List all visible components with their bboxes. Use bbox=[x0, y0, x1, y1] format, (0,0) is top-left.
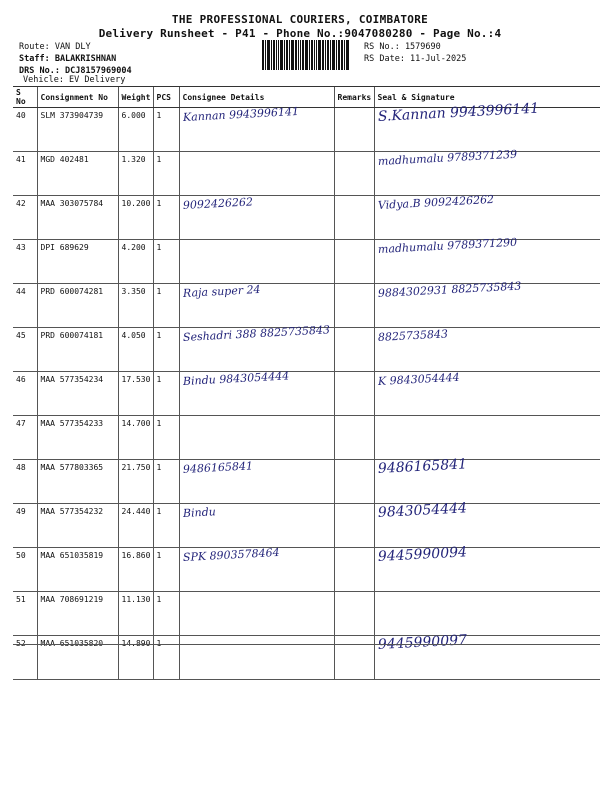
consignment-cell: PRD 600074281 bbox=[37, 284, 118, 328]
pcs-cell: 1 bbox=[153, 372, 179, 416]
sno-cell: 47 bbox=[13, 416, 37, 460]
remarks-cell bbox=[334, 504, 374, 548]
weight-cell: 1.320 bbox=[118, 152, 153, 196]
remarks-cell bbox=[334, 240, 374, 284]
handwritten-consignee: 9486165841 bbox=[182, 459, 253, 476]
consignee-cell bbox=[179, 416, 334, 460]
remarks-cell bbox=[334, 592, 374, 636]
company-title: THE PROFESSIONAL COURIERS, COIMBATORE bbox=[171, 13, 429, 26]
table-row bbox=[13, 152, 600, 196]
consignment-cell: SLM 373904739 bbox=[37, 108, 118, 152]
handwritten-signature: 8825735843 bbox=[377, 327, 448, 344]
consignment-cell: DPI 689629 bbox=[37, 240, 118, 284]
table-row bbox=[13, 196, 600, 240]
staff-label: Staff: BALAKRISHNAN bbox=[19, 54, 117, 64]
consignment-cell: MAA 577354232 bbox=[37, 504, 118, 548]
sno-cell: 43 bbox=[13, 240, 37, 284]
pcs-cell: 1 bbox=[153, 504, 179, 548]
remarks-cell bbox=[334, 372, 374, 416]
bottom-rule bbox=[13, 644, 600, 645]
rs-date: RS Date: 11-Jul-2025 bbox=[364, 54, 467, 64]
sno-cell: 52 bbox=[13, 636, 37, 680]
remarks-cell bbox=[334, 416, 374, 460]
table-row bbox=[13, 240, 600, 284]
col-weight: Weight bbox=[118, 87, 153, 108]
handwritten-consignee: Bindu bbox=[182, 505, 216, 520]
col-remarks: Remarks bbox=[334, 87, 374, 108]
runsheet-title: Delivery Runsheet - P41 - Phone No.:9047080280 - Page No.:4 bbox=[98, 27, 502, 40]
remarks-cell bbox=[334, 152, 374, 196]
seal-cell bbox=[374, 372, 600, 416]
weight-cell: 14.700 bbox=[118, 416, 153, 460]
handwritten-consignee: SPK 8903578464 bbox=[182, 545, 280, 564]
weight-cell: 10.200 bbox=[118, 196, 153, 240]
pcs-cell: 1 bbox=[153, 108, 179, 152]
pcs-cell: 1 bbox=[153, 592, 179, 636]
col-consignment: Consignment No bbox=[37, 87, 118, 108]
remarks-cell bbox=[334, 328, 374, 372]
handwritten-consignee: 9092426262 bbox=[182, 195, 253, 212]
consignment-cell: MAA 651035820 bbox=[37, 636, 118, 680]
seal-cell bbox=[374, 544, 600, 592]
pcs-cell: 1 bbox=[153, 328, 179, 372]
handwritten-signature: 9445990097 bbox=[377, 632, 467, 653]
consignee-cell bbox=[179, 504, 334, 548]
drs-number: DRS No.: DCJ8157969004 bbox=[19, 66, 132, 76]
remarks-cell bbox=[334, 548, 374, 592]
pcs-cell: 1 bbox=[153, 460, 179, 504]
weight-cell: 3.350 bbox=[118, 284, 153, 328]
consignment-cell: MAA 577803365 bbox=[37, 460, 118, 504]
handwritten-signature: S.Kannan 9943996141 bbox=[377, 100, 539, 125]
sno-cell: 41 bbox=[13, 152, 37, 196]
handwritten-consignee: Bindu 9843054444 bbox=[182, 369, 289, 388]
handwritten-signature: Vidya.B 9092426262 bbox=[377, 192, 494, 212]
sno-cell: 42 bbox=[13, 196, 37, 240]
seal-cell bbox=[374, 632, 600, 680]
consignment-cell: MAA 577354233 bbox=[37, 416, 118, 460]
handwritten-signature: 9486165841 bbox=[377, 456, 467, 477]
remarks-cell bbox=[334, 108, 374, 152]
col-seal: Seal & Signature bbox=[374, 87, 600, 108]
pcs-cell: 1 bbox=[153, 284, 179, 328]
handwritten-consignee: Raja super 24 bbox=[182, 282, 261, 300]
consignee-cell bbox=[179, 460, 334, 504]
pcs-cell: 1 bbox=[153, 416, 179, 460]
weight-cell: 24.440 bbox=[118, 504, 153, 548]
col-sno: S No bbox=[13, 87, 37, 108]
col-pcs: PCS bbox=[153, 87, 179, 108]
consignee-cell bbox=[179, 592, 334, 636]
table-row bbox=[13, 416, 600, 460]
remarks-cell bbox=[334, 284, 374, 328]
sno-cell: 51 bbox=[13, 592, 37, 636]
consignment-cell: MAA 303075784 bbox=[37, 196, 118, 240]
route-label: Route: VAN DLY bbox=[19, 42, 91, 52]
consignee-cell bbox=[179, 104, 334, 152]
consignment-cell: MGD 402481 bbox=[37, 152, 118, 196]
consignee-cell bbox=[179, 284, 334, 328]
pcs-cell: 1 bbox=[153, 240, 179, 284]
table-row bbox=[13, 548, 600, 592]
weight-cell: 4.200 bbox=[118, 240, 153, 284]
handwritten-signature: 9884302931 8825735843 bbox=[377, 279, 522, 300]
table-row bbox=[13, 328, 600, 372]
consignment-cell: MAA 577354234 bbox=[37, 372, 118, 416]
weight-cell: 16.860 bbox=[118, 548, 153, 592]
table-row bbox=[13, 592, 600, 636]
consignee-cell bbox=[179, 240, 334, 284]
sno-cell: 45 bbox=[13, 328, 37, 372]
sno-cell: 40 bbox=[13, 108, 37, 152]
weight-cell: 6.000 bbox=[118, 108, 153, 152]
handwritten-signature: madhumalu 9789371239 bbox=[377, 147, 517, 168]
weight-cell: 4.050 bbox=[118, 328, 153, 372]
pcs-cell: 1 bbox=[153, 152, 179, 196]
sno-cell: 49 bbox=[13, 504, 37, 548]
consignee-cell bbox=[179, 636, 334, 680]
table-row bbox=[13, 372, 600, 416]
weight-cell: 14.890 bbox=[118, 636, 153, 680]
table-row bbox=[13, 636, 600, 680]
handwritten-signature: K 9843054444 bbox=[377, 370, 460, 388]
runsheet-table bbox=[13, 86, 600, 680]
handwritten-signature: 9445990094 bbox=[377, 544, 467, 565]
table-row bbox=[13, 108, 600, 152]
vehicle-label: Vehicle: EV Delivery bbox=[23, 75, 126, 85]
weight-cell: 11.130 bbox=[118, 592, 153, 636]
sno-cell: 46 bbox=[13, 372, 37, 416]
consignee-cell bbox=[179, 196, 334, 240]
handwritten-consignee: Seshadri 388 8825735843 bbox=[182, 323, 330, 344]
sno-cell: 44 bbox=[13, 284, 37, 328]
table-row bbox=[13, 460, 600, 504]
handwritten-signature: madhumalu 9789371290 bbox=[377, 235, 517, 256]
table-row bbox=[13, 504, 600, 548]
consignment-cell: MAA 708691219 bbox=[37, 592, 118, 636]
sno-cell: 48 bbox=[13, 460, 37, 504]
remarks-cell bbox=[334, 460, 374, 504]
consignee-cell bbox=[179, 323, 334, 372]
consignee-cell bbox=[179, 369, 334, 416]
consignee-cell bbox=[179, 152, 334, 196]
pcs-cell: 1 bbox=[153, 636, 179, 680]
handwritten-signature: 9843054444 bbox=[377, 500, 467, 521]
rs-number: RS No.: 1579690 bbox=[364, 42, 441, 52]
pcs-cell: 1 bbox=[153, 196, 179, 240]
barcode-image bbox=[262, 40, 357, 70]
table-row bbox=[13, 284, 600, 328]
remarks-cell bbox=[334, 196, 374, 240]
weight-cell: 17.530 bbox=[118, 372, 153, 416]
consignment-cell: PRD 600074181 bbox=[37, 328, 118, 372]
weight-cell: 21.750 bbox=[118, 460, 153, 504]
consignment-cell: MAA 651035819 bbox=[37, 548, 118, 592]
handwritten-consignee: Kannan 9943996141 bbox=[182, 104, 299, 124]
consignee-cell bbox=[179, 545, 334, 592]
col-consignee: Consignee Details bbox=[179, 87, 334, 108]
sno-cell: 50 bbox=[13, 548, 37, 592]
pcs-cell: 1 bbox=[153, 548, 179, 592]
remarks-cell bbox=[334, 636, 374, 680]
